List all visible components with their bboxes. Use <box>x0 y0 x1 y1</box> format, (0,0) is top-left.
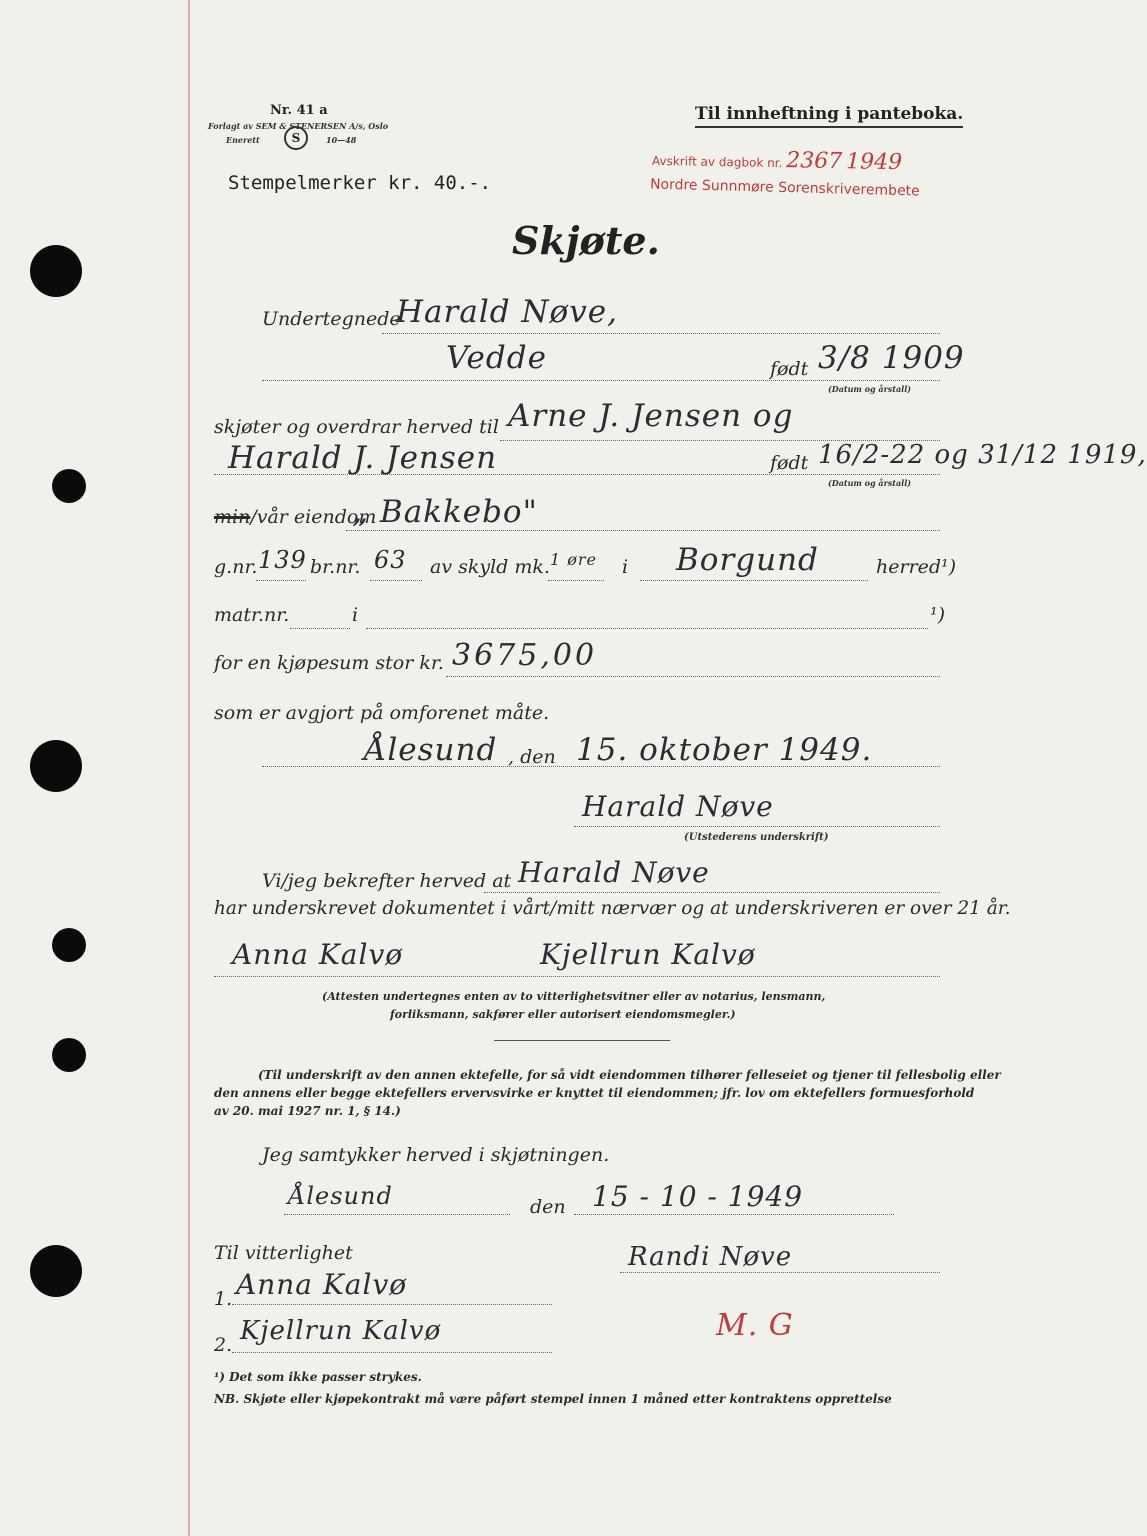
struck-word: min <box>214 506 251 528</box>
spouse-signature: Randi Nøve <box>628 1242 793 1272</box>
consent-date: 15 - 10 - 1949 <box>592 1180 804 1213</box>
header-right: Til innheftning i panteboka. <box>695 104 963 128</box>
stamp-duty: Stempelmerker kr. 40.-. <box>228 172 492 194</box>
separator <box>494 1040 670 1041</box>
form-number: Nr. 41 a <box>270 103 328 118</box>
attest-name: Harald Nøve <box>518 856 710 889</box>
witness-1: Anna Kalvø <box>232 938 404 971</box>
dotted-rule <box>366 628 928 629</box>
matr-end: ¹) <box>930 604 946 626</box>
consent-witness-1: Anna Kalvø <box>236 1268 408 1301</box>
seller-born-hint: (Datum og årstall) <box>828 384 912 394</box>
seller-place: Vedde <box>446 340 547 376</box>
punch-hole <box>52 928 86 962</box>
witness-2: Kjellrun Kalvø <box>540 938 756 971</box>
i-label: i <box>622 556 629 578</box>
signing-den: , den <box>508 746 556 768</box>
spouse-note-3: av 20. mai 1927 nr. 1, § 14.) <box>214 1104 401 1118</box>
dotted-rule <box>484 892 940 893</box>
signature-hint: (Utstederens underskrift) <box>684 832 829 843</box>
consent-text: Jeg samtykker herved i skjøtningen. <box>262 1144 610 1166</box>
municipality: Borgund <box>676 542 819 578</box>
buyer-born-hint: (Datum og årstall) <box>828 478 912 488</box>
spouse-note-2: den annens eller begge ektefellers ervervsvirke er knyttet til eiendommen; jfr. lov om ektefellers formuesforhold <box>214 1086 975 1100</box>
dotted-rule <box>256 580 306 581</box>
signing-date: 15. oktober 1949. <box>576 732 873 768</box>
skyld-label: av skyld mk. <box>430 556 550 578</box>
attest-line2: har underskrevet dokumentet i vårt/mitt nærvær og at underskriveren er over 21 år. <box>214 898 1011 919</box>
dotted-rule <box>290 628 350 629</box>
matr-label: matr.nr. <box>214 604 290 626</box>
property-name: „ Bakkebo" <box>352 494 538 530</box>
punch-hole <box>30 740 82 792</box>
publisher-logo: S <box>284 126 308 150</box>
attest-note-2: forliksmann, sakfører eller autorisert eiendomsmegler.) <box>390 1008 736 1021</box>
rights: Enerett <box>226 135 260 145</box>
dotted-rule <box>232 1304 552 1305</box>
seller-signature: Harald Nøve <box>582 790 774 823</box>
skyld-value: 1 øre <box>550 550 598 569</box>
consent-den: den <box>530 1196 566 1218</box>
consent-place: Ålesund <box>288 1182 393 1210</box>
dotted-rule <box>548 580 604 581</box>
attest-note-1: (Attesten undertegnes enten av to vitterlighetsvitner eller av notarius, lensmann, <box>322 990 826 1003</box>
seller-label: Undertegnede <box>262 308 401 330</box>
stamp-year: 1949 <box>845 149 903 176</box>
punch-hole <box>30 1245 82 1297</box>
punch-hole <box>30 245 82 297</box>
price-amount: 3675,00 <box>452 638 598 673</box>
dotted-rule <box>446 676 940 677</box>
price-agreed: som er avgjort på omforenet måte. <box>214 702 550 724</box>
dotted-rule <box>620 1272 940 1273</box>
footnote-1: ¹) Det som ikke passer strykes. <box>214 1370 422 1384</box>
dotted-rule <box>232 1352 552 1353</box>
dotted-rule <box>574 826 940 827</box>
buyer-born-label: født <box>770 452 809 474</box>
punch-hole <box>52 469 86 503</box>
signing-place: Ålesund <box>364 732 498 768</box>
stamp-office: Nordre Sunnmøre Sorenskriverembete <box>649 176 920 200</box>
w2-number: 2. <box>214 1334 233 1356</box>
property-label: /vår eiendom <box>250 506 377 528</box>
punch-hole <box>52 1038 86 1072</box>
w1-number: 1. <box>214 1288 233 1310</box>
dotted-rule <box>262 380 940 381</box>
seller-name: Harald Nøve, <box>396 294 618 330</box>
buyer-2: Harald J. Jensen <box>228 440 498 476</box>
stamp-prefix: Avskrift av dagbok nr. <box>651 153 783 171</box>
footnote-nb: NB. Skjøte eller kjøpekontrakt må være påført stempel innen 1 måned etter kontraktens opprettelse <box>214 1392 892 1406</box>
dotted-rule <box>346 530 940 531</box>
form-edition: 10—48 <box>326 135 357 145</box>
spouse-note-1: (Til underskrift av den annen ektefelle, for så vidt eiendommen tilhører felleseiet og tjener til fellesbolig eller <box>258 1068 1001 1082</box>
stamp-journal-no: 2367 <box>786 148 843 175</box>
gnr-value: 139 <box>258 546 307 574</box>
publisher: Forlagt av SEM & STENERSEN A/s, Oslo <box>208 121 389 131</box>
witness-label: Til vitterlighet <box>214 1242 353 1264</box>
brnr-value: 63 <box>374 546 407 574</box>
attest-prefix: Vi/jeg bekrefter herved at <box>262 870 512 892</box>
journal-stamp <box>652 146 903 175</box>
dotted-rule <box>214 976 940 977</box>
herred-label: herred¹) <box>876 556 957 578</box>
dotted-rule <box>382 333 940 334</box>
dotted-rule <box>574 1214 894 1215</box>
price-label: for en kjøpesum stor kr. <box>214 652 444 674</box>
transfer-label: skjøter og overdrar herved til <box>214 416 499 438</box>
dotted-rule <box>284 1214 510 1215</box>
page-title: Skjøte. <box>512 218 660 263</box>
buyer-1: Arne J. Jensen og <box>508 398 794 434</box>
brnr-label: br.nr. <box>310 556 361 578</box>
seller-born: 3/8 1909 <box>818 340 965 376</box>
matr-i: i <box>352 604 359 626</box>
buyer-born: 16/2-22 og 31/12 1919, <box>818 440 1147 470</box>
dotted-rule <box>640 580 868 581</box>
consent-witness-2: Kjellrun Kalvø <box>240 1316 442 1346</box>
gnr-label: g.nr. <box>214 556 258 578</box>
seller-born-label: født <box>770 358 809 380</box>
red-initials: M. G <box>716 1308 794 1343</box>
dotted-rule <box>370 580 422 581</box>
margin-line <box>188 0 190 1536</box>
